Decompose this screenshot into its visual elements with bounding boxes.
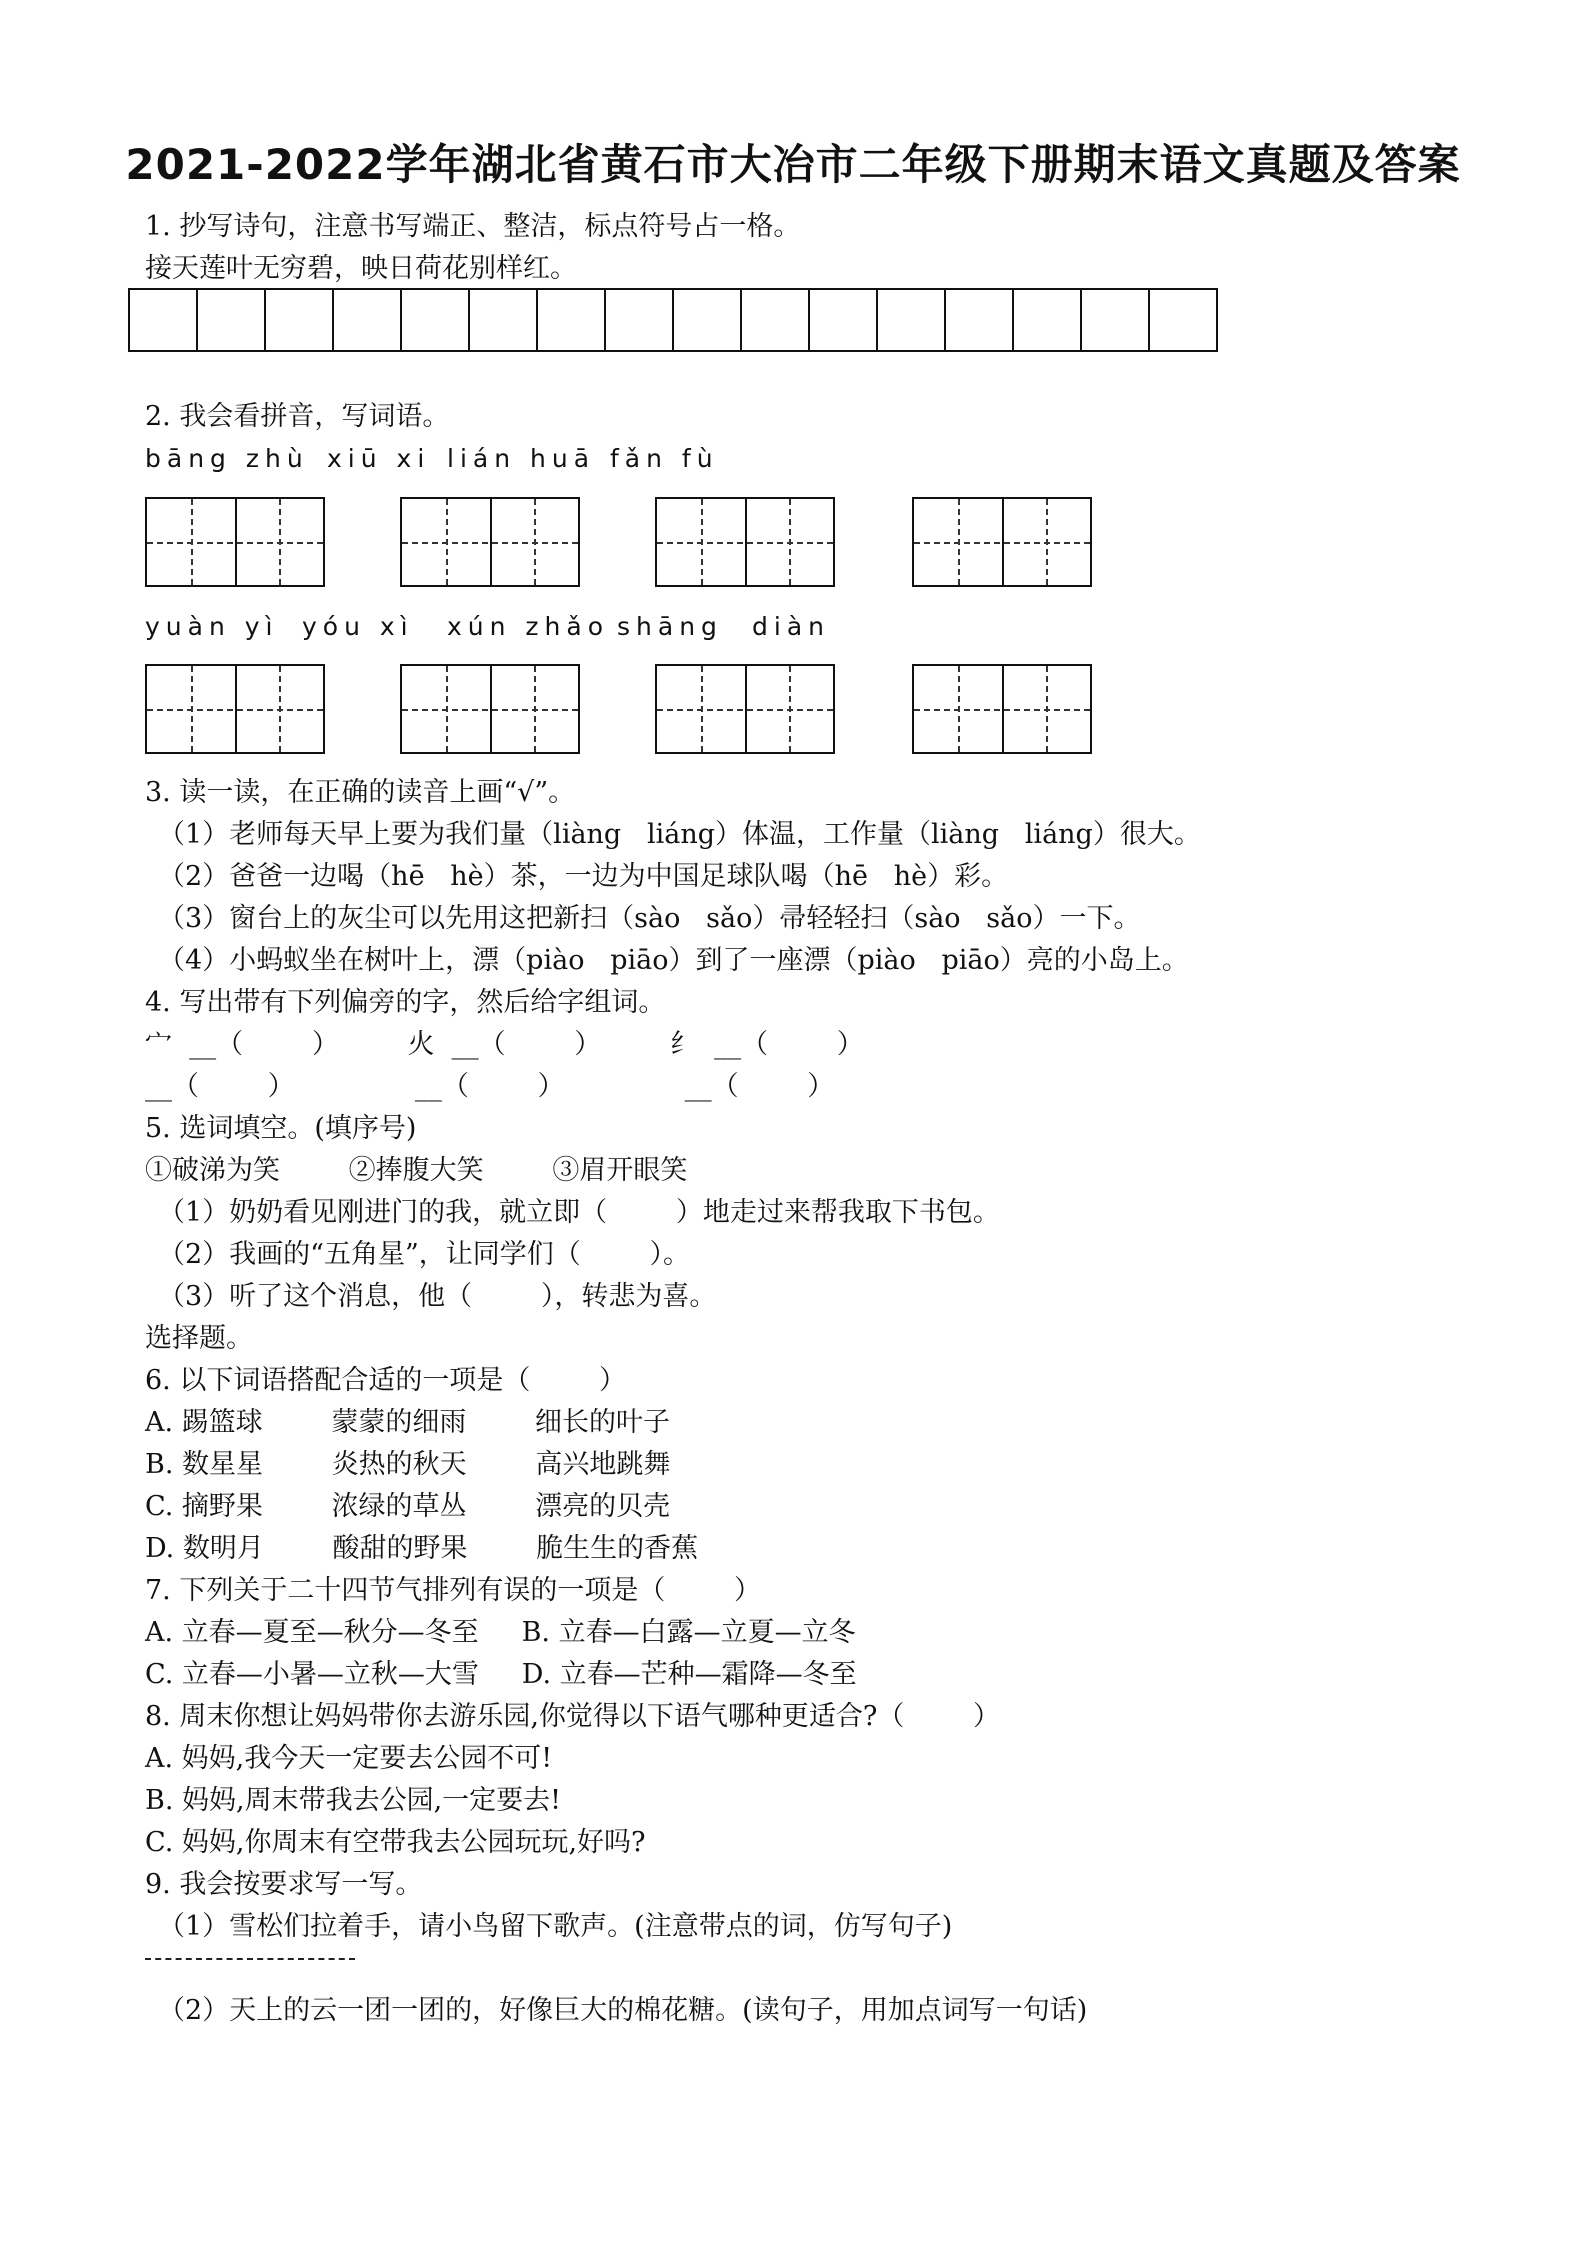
copy-cell[interactable] [1014,288,1082,352]
q4-prompt: 4. 写出带有下列偏旁的字，然后给字组词。 [145,987,666,1018]
q8-option-b: B. 妈妈,周末带我去公园,一定要去! [145,1785,562,1816]
pinyin-6: yóu xì [302,612,414,641]
writing-box[interactable] [400,664,580,754]
section-heading: 选择题。 [145,1323,253,1354]
q3-item-1: （1）老师每天早上要为我们量（liàng liáng）体温，工作量（liàng liáng）很大。 [158,819,1201,850]
q9-item-1: （1）雪松们拉着手，请小鸟留下歌声。(注意带点的词，仿写句子) [158,1911,953,1942]
q6-option-c: C. 摘野果 浓绿的草丛 漂亮的贝壳 [145,1491,671,1522]
writing-box[interactable] [400,497,580,587]
pinyin-7: xún zhǎo [447,612,610,641]
copy-cell[interactable] [1082,288,1150,352]
q8-prompt: 8. 周末你想让妈妈带你去游乐园,你觉得以下语气哪种更适合?（ ） [145,1701,1001,1732]
q1-poem: 接天莲叶无穷碧，映日荷花别样红。 [145,253,577,284]
copy-cell[interactable] [402,288,470,352]
copy-cell[interactable] [810,288,878,352]
q6-option-b: B. 数星星 炎热的秋天 高兴地跳舞 [145,1449,671,1480]
q6-option-a: A. 踢篮球 蒙蒙的细雨 细长的叶子 [145,1407,670,1438]
q5-item-2: （2）我画的“五角星”，让同学们（ ）。 [158,1239,690,1270]
pinyin-8: shāng [617,612,723,641]
copy-cell[interactable] [878,288,946,352]
q2-prompt: 2. 我会看拼音，写词语。 [145,401,450,432]
copy-cell[interactable] [130,288,198,352]
writing-box[interactable] [655,497,835,587]
q3-item-4: （4）小蚂蚁坐在树叶上，漂（piào piāo）到了一座漂（piào piāo）亮的小岛上。 [158,945,1189,976]
q7-options-ab: A. 立春—夏至—秋分—冬至 B. 立春—白露—立夏—立冬 [145,1617,856,1648]
writing-box[interactable] [912,497,1092,587]
writing-box[interactable] [912,664,1092,754]
copy-cell[interactable] [198,288,266,352]
q5-item-1: （1）奶奶看见刚进门的我，就立即（ ）地走过来帮我取下书包。 [158,1197,1000,1228]
q3-item-3: （3）窗台上的灰尘可以先用这把新扫（sào sǎo）帚轻轻扫（sào sǎo）一下。 [158,903,1141,934]
q9-item-2: （2）天上的云一团一团的，好像巨大的棉花糖。(读句子，用加点词写一句话) [158,1995,1088,2026]
copy-cell[interactable] [946,288,1014,352]
copy-cell[interactable] [470,288,538,352]
pinyin-3: lián huā [447,444,596,473]
copy-cell[interactable] [334,288,402,352]
q8-option-a: A. 妈妈,我今天一定要去公园不可! [145,1743,553,1774]
pinyin-5: yuàn yì [145,612,279,641]
q6-prompt: 6. 以下词语搭配合适的一项是（ ） [145,1365,627,1396]
q1-prompt: 1. 抄写诗句，注意书写端正、整洁，标点符号占一格。 [145,211,801,242]
q4-line-2: __（ ） __（ ） __（ ） [145,1071,835,1102]
pinyin-4: fǎn fù [610,444,719,473]
copy-cell[interactable] [742,288,810,352]
pinyin-1: bāng zhù [145,444,309,473]
q3-prompt: 3. 读一读，在正确的读音上画“√”。 [145,777,576,808]
copy-cell[interactable] [266,288,334,352]
q8-option-c: C. 妈妈,你周末有空带我去公园玩玩,好吗? [145,1827,646,1858]
q5-options: ①破涕为笑 ②捧腹大笑 ③眉开眼笑 [145,1155,688,1186]
q5-prompt: 5. 选词填空。(填序号) [145,1113,417,1144]
writing-box[interactable] [655,664,835,754]
q7-options-cd: C. 立春—小暑—立秋—大雪 D. 立春—芒种—霜降—冬至 [145,1659,857,1690]
pinyin-9: diàn [752,612,830,641]
q5-item-3: （3）听了这个消息，他（ ），转悲为喜。 [158,1281,717,1312]
pinyin-2: xiū xi [327,444,431,473]
copy-cell[interactable] [674,288,742,352]
writing-box[interactable] [145,497,325,587]
copy-cell[interactable] [1150,288,1218,352]
q6-option-d: D. 数明月 酸甜的野果 脆生生的香蕉 [145,1533,699,1564]
copy-grid[interactable] [128,288,1218,352]
page-title: 2021-2022学年湖北省黄石市大冶市二年级下册期末语文真题及答案 [125,140,1461,189]
q9-prompt: 9. 我会按要求写一写。 [145,1869,423,1900]
answer-line[interactable] [145,1958,355,1960]
copy-cell[interactable] [606,288,674,352]
q3-item-2: （2）爸爸一边喝（hē hè）茶，一边为中国足球队喝（hē hè）彩。 [158,861,1009,892]
q4-line-1: 宀 __（ ） 火 __（ ） 纟 __（ ） [145,1029,864,1060]
writing-box[interactable] [145,664,325,754]
q7-prompt: 7. 下列关于二十四节气排列有误的一项是（ ） [145,1575,762,1606]
copy-cell[interactable] [538,288,606,352]
